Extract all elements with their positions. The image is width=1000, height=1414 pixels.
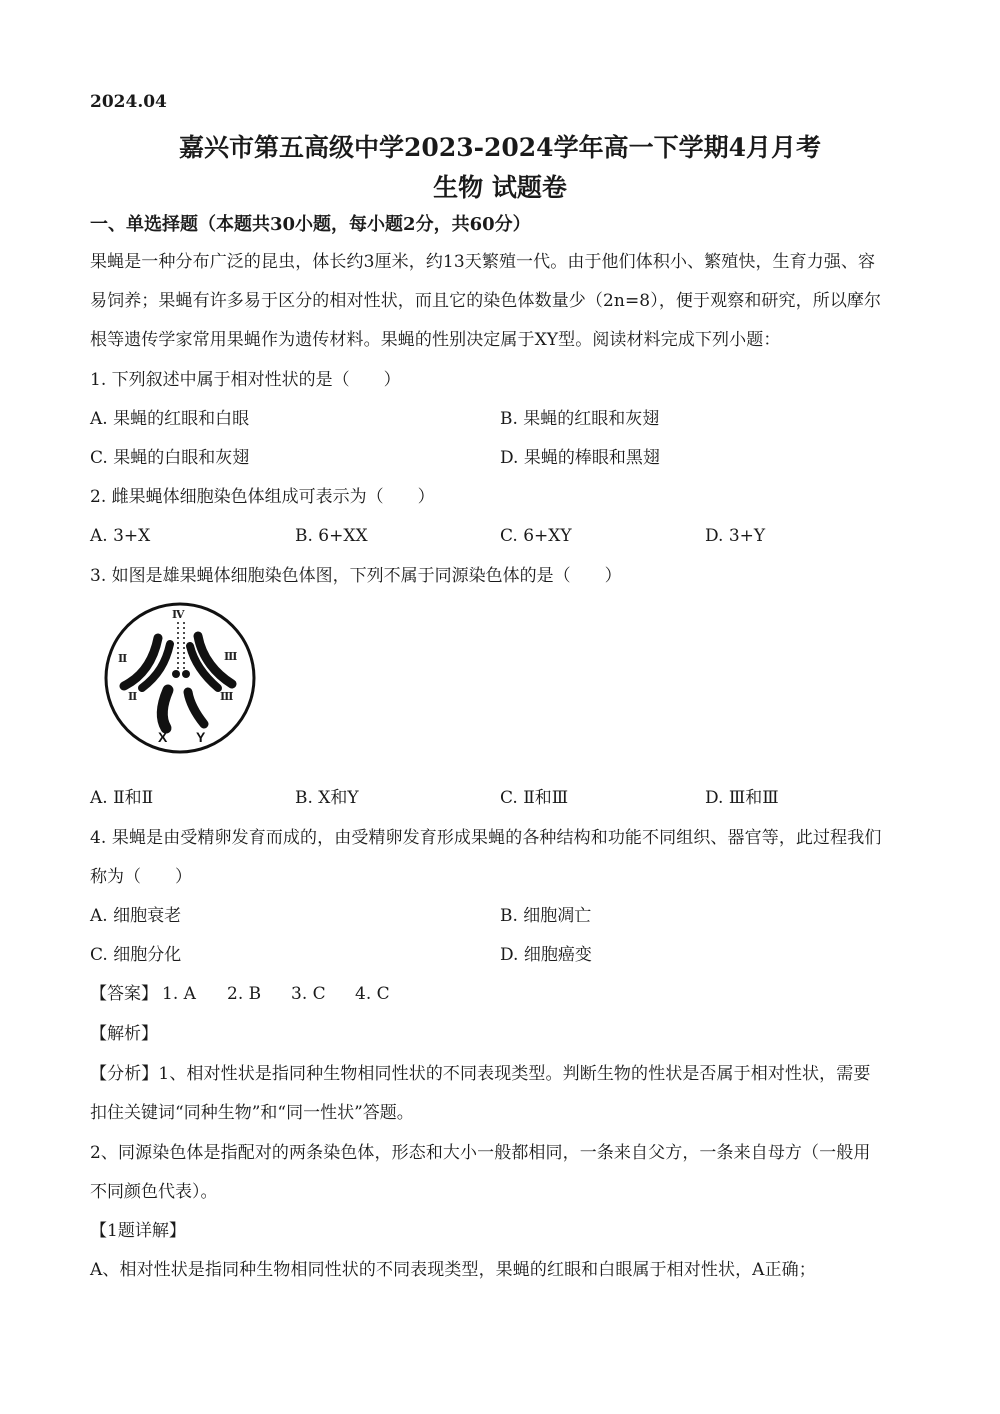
- intro-line: 根等遗传学家常用果蝇作为遗传材料。果蝇的性别决定属于XY型。阅读材料完成下列小题：: [90, 330, 781, 350]
- intro-line: 易饲养；果蝇有许多易于区分的相对性状，而且它的染色体数量少（2n=8），便于观察和研究，所以摩尔: [90, 291, 882, 311]
- option-b: B. 6+XX: [295, 526, 368, 546]
- option-d: D. Ⅲ和Ⅲ: [705, 788, 779, 808]
- option-c: C. 细胞分化: [90, 945, 182, 965]
- answer-item: 3. C: [291, 984, 326, 1004]
- chromosome-iv: [182, 670, 190, 678]
- question-stem: 称为（ ）: [90, 867, 192, 887]
- chromosome-figure: [100, 600, 262, 758]
- chromosome-iv: [172, 670, 180, 678]
- option-c: C. 6+XY: [500, 526, 572, 546]
- answer-item: 4. C: [355, 984, 390, 1004]
- answer-label: 【答案】: [90, 984, 158, 1004]
- label-iv: Ⅳ: [172, 608, 185, 621]
- option-a: A. Ⅱ和Ⅱ: [90, 788, 154, 808]
- exam-date: 2024.04: [90, 92, 167, 112]
- option-a: A. 果蝇的红眼和白眼: [90, 409, 250, 429]
- option-d: D. 果蝇的棒眼和黑翅: [500, 448, 660, 468]
- answer-item: 1. A: [162, 984, 196, 1004]
- label-iii-low: Ⅲ: [220, 690, 234, 703]
- option-a: A. 细胞衰老: [90, 906, 182, 926]
- analysis-line: 不同颜色代表）。: [90, 1182, 218, 1202]
- analysis-line: A、相对性状是指同种生物相同性状的不同表现类型，果蝇的红眼和白眼属于相对性状，A正确；: [90, 1260, 816, 1280]
- analysis-heading: 【解析】: [90, 1024, 158, 1044]
- question-stem: 2. 雌果蝇体细胞染色体组成可表示为（ ）: [90, 487, 435, 507]
- question-stem: 3. 如图是雄果蝇体细胞染色体图，下列不属于同源染色体的是（ ）: [90, 566, 622, 586]
- label-y: Y: [196, 729, 206, 745]
- chromosome-x: [162, 690, 168, 728]
- option-c: C. 果蝇的白眼和灰翅: [90, 448, 250, 468]
- cell-outline: [106, 604, 254, 752]
- exam-title: 嘉兴市第五高级中学2023-2024学年高一下学期4月月考: [179, 133, 821, 162]
- option-b: B. X和Y: [295, 788, 359, 808]
- analysis-line: 扣住关键词“同种生物”和“同一性状”答题。: [90, 1103, 414, 1123]
- option-d: D. 细胞癌变: [500, 945, 592, 965]
- option-b: B. 果蝇的红眼和灰翅: [500, 409, 660, 429]
- section-heading: 一、单选择题（本题共30小题，每小题2分，共60分）: [90, 214, 531, 235]
- option-b: B. 细胞凋亡: [500, 906, 592, 926]
- label-x: X: [158, 729, 168, 745]
- question-stem: 4. 果蝇是由受精卵发育而成的，由受精卵发育形成果蝇的各种结构和功能不同组织、器官等，此过程我们: [90, 828, 882, 848]
- label-ii-left: Ⅱ: [118, 652, 128, 665]
- answer-item: 2. B: [227, 984, 262, 1004]
- exam-subtitle: 生物 试题卷: [433, 173, 567, 202]
- analysis-line: 2、同源染色体是指配对的两条染色体，形态和大小一般都相同，一条来自父方，一条来自母方（一般用: [90, 1143, 871, 1163]
- option-a: A. 3+X: [90, 526, 151, 546]
- label-iii-right: Ⅲ: [224, 650, 238, 663]
- label-ii-low: Ⅱ: [128, 690, 138, 703]
- option-c: C. Ⅱ和Ⅲ: [500, 788, 569, 808]
- question-stem: 1. 下列叙述中属于相对性状的是（ ）: [90, 370, 401, 390]
- analysis-line: 【分析】1、相对性状是指同种生物相同性状的不同表现类型。判断生物的性状是否属于相对性状，需要: [90, 1064, 871, 1084]
- option-d: D. 3+Y: [705, 526, 766, 546]
- chromosome-y: [188, 692, 204, 724]
- intro-line: 果蝇是一种分布广泛的昆虫，体长约3厘米，约13天繁殖一代。由于他们体积小、繁殖快，生育力强、容: [90, 252, 876, 272]
- analysis-line: 【1题详解】: [90, 1221, 186, 1241]
